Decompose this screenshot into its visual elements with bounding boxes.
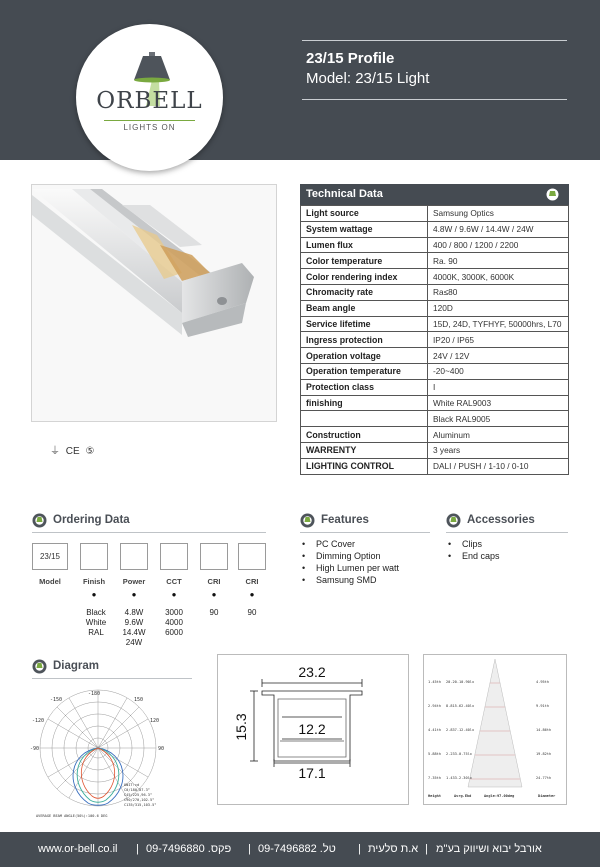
spec-row [301,253,569,269]
cross-section-box [217,654,409,805]
option: 90 [247,608,257,617]
footer-separator: | [358,843,361,855]
technical-data [300,184,569,475]
spec-value: DALI / PUSH / 1-10 / 0-10 [428,458,569,474]
finish-options [76,608,116,638]
polar-tick: 150 [134,697,144,703]
spec-row [301,458,569,474]
footer-separator: | [136,843,139,855]
product-image [31,184,277,422]
spec-value: 15D, 24D, TYFHYF, 50000hrs, L70 [428,316,569,332]
cri-box-2[interactable] [238,543,266,570]
footer-website[interactable]: www.or-bell.co.il [38,843,118,855]
header-band [0,0,600,160]
spec-row [301,427,569,443]
option: 3000 [165,608,183,617]
spec-value: Samsung Optics [428,206,569,222]
beam-row-e: 2.837.12.40lx [446,728,475,732]
spec-key: Protection class [301,379,428,395]
class-mark: ⑤ [85,446,95,457]
polar-legend: C45/225,96.3° [124,793,153,797]
accessories-rule [446,532,568,533]
bulb-icon [546,188,559,201]
diagram-rule [32,678,192,679]
spec-value: Ra≤80 [428,284,569,300]
beam-row-e: 8.815.62.40lx [446,704,475,708]
model-title: Model: 23/15 Light [306,70,430,87]
features-list [302,538,399,586]
spec-key: Construction [301,427,428,443]
polar-tick: 90 [158,746,165,752]
polar-tick: 120 [150,718,160,724]
beam-row-h: 4.41th [428,728,441,732]
polar-legend: C0/180,87.3° [124,788,150,792]
option: 14.4W [122,628,146,637]
profile-illustration [32,185,276,421]
spec-value: 24V / 12V [428,348,569,364]
spec-value: 3 years [428,442,569,458]
accessory-item: • Clips [448,538,500,550]
dim-height: 15.3 [233,713,249,741]
spec-row [301,269,569,285]
header-rule-top [302,40,567,41]
polar-tick: -180 [88,691,101,697]
spec-row [301,411,569,427]
spec-row [301,348,569,364]
footer-band [0,832,600,867]
spec-row [301,237,569,253]
spec-value: Ra. 90 [428,253,569,269]
spec-key: Service lifetime [301,316,428,332]
certification-marks [50,442,97,457]
spec-key: Lumen flux [301,237,428,253]
spec-value: 4000K, 3000K, 6000K [428,269,569,285]
spec-value: Aluminum [428,427,569,443]
polar-tick: -90 [30,746,40,752]
features-heading [300,510,369,530]
polar-footer: AVERAGE BEAM ANGLE(50%):100.6 DEG [36,814,108,818]
footer-fax: פקס. 09-7496880 [146,843,232,855]
spec-row [301,332,569,348]
technical-data-title: Technical Data [306,188,383,200]
option: 90 [209,608,219,617]
spec-row [301,316,569,332]
accessory-item: • End caps [448,550,500,562]
spec-value: -20~400 [428,363,569,379]
beam-row-d: 9.91th [536,704,549,708]
beam-row-h: 5.88th [428,752,441,756]
spec-key: Color rendering index [301,269,428,285]
bulb-icon [300,513,315,528]
technical-data-header [300,184,569,205]
spec-key: Beam angle [301,300,428,316]
spec-row [301,363,569,379]
beam-footer-label: Diameter [538,794,556,798]
option: 9.6W [124,618,144,627]
beam-row-d: 14.86th [536,728,552,732]
spec-row [301,284,569,300]
bulb-icon [32,513,47,528]
beam-footer-label: Height [428,794,441,798]
spec-key: Ingress protection [301,332,428,348]
beam-row-h: 1.45th [428,680,441,684]
ce-mark: CE [65,446,80,457]
bullet-cri-2: ● [249,590,255,599]
brand-tagline: LIGHTS ON [123,123,176,132]
ordering-heading [32,510,130,530]
beam-spread-diagram [424,655,566,804]
option: 24W [125,638,143,647]
beam-row-e: 2.233.0.75lx [446,752,472,756]
ordering-rule [32,532,266,533]
brand-logo [76,24,223,171]
finish-box[interactable] [80,543,108,570]
beam-row-e: 1.433.2.30lx [446,776,472,780]
beam-row-d: 4.95th [536,680,549,684]
features-rule [300,532,430,533]
feature-item: • Samsung SMD [302,574,399,586]
bullet-cct: ● [171,590,177,599]
brand-name: ORBELL [96,88,203,114]
beam-row-h: 7.35th [428,776,441,780]
diagram-title: Diagram [53,660,100,672]
label-cri: CRI [207,577,221,586]
spec-value: White RAL9003 [428,395,569,411]
spec-key: LIGHTING CONTROL [301,458,428,474]
bullet-finish: ● [91,590,97,599]
spec-row [301,221,569,237]
spec-key: Operation voltage [301,348,428,364]
features-title: Features [321,514,369,526]
accessories-heading [446,510,535,530]
logo-divider [104,120,195,121]
cct-box[interactable] [160,543,188,570]
feature-item: • PC Cover [302,538,399,550]
spec-value: I [428,379,569,395]
feature-item: • High Lumen per watt [302,562,399,574]
power-options [114,608,154,648]
spec-value: IP20 / IP65 [428,332,569,348]
label-cct: CCT [166,577,182,586]
option: White [85,618,107,627]
spec-key: Color temperature [301,253,428,269]
spec-key: System wattage [301,221,428,237]
spec-row [301,442,569,458]
feature-item: • Dimming Option [302,550,399,562]
dim-bottom: 17.1 [298,765,326,781]
beam-row-h: 2.94th [428,704,441,708]
spec-row [301,379,569,395]
ordering-title: Ordering Data [53,514,130,526]
footer-area: א.ת סלעית [368,843,419,855]
spec-key: Operation temperature [301,363,428,379]
polar-legend: C135/315,103.5° [124,803,157,807]
cri-box[interactable] [200,543,228,570]
profile-cross-section [218,655,408,804]
bullet-power: ● [131,590,137,599]
spec-key: Chromacity rate [301,284,428,300]
spec-key: finishing [301,395,428,411]
accessories-list [448,538,500,562]
label-cri-2: CRI [245,577,259,586]
beam-footer-label: Avrg.Ekd [454,794,472,798]
bullet-cri: ● [211,590,217,599]
spec-key: Light source [301,206,428,222]
polar-legend: UNIT:cd [124,783,140,787]
spec-value: Black RAL9005 [428,411,569,427]
spec-row [301,395,569,411]
option: 4000 [165,618,183,627]
spec-key: WARRENTY [301,442,428,458]
spec-key [301,411,428,427]
option: Black [86,608,106,617]
technical-data-table [300,205,569,475]
model-box: 23/15 [32,543,68,570]
spec-value: 120D [428,300,569,316]
footer-company: אורבל יבוא ושיווק בע"מ [436,843,542,855]
polar-legend: C90/270,102.5° [124,798,155,802]
beam-row-d: 24.77th [536,776,552,780]
option: 6000 [165,628,183,637]
spec-value: 4.8W / 9.6W / 14.4W / 24W [428,221,569,237]
diagram-heading [32,656,99,676]
accessories-title: Accessories [467,514,535,526]
cct-options [154,608,194,638]
dim-width: 23.2 [298,664,326,680]
polar-tick: -120 [32,718,45,724]
bulb-icon [446,513,461,528]
power-box[interactable] [120,543,148,570]
label-model: Model [39,577,61,586]
beam-spread-box [423,654,567,805]
polar-diagram [30,686,180,820]
option: RAL [88,628,104,637]
beam-footer-label: Angle:97.00deg [484,794,515,798]
earth-icon: ⏚ [50,446,60,457]
footer-phone: טל. 09-7496882 [258,843,336,855]
page-title: 23/15 Profile [306,50,395,67]
beam-row-e: 20.20.10.90lx [446,680,475,684]
footer-separator: | [425,843,428,855]
spec-row [301,300,569,316]
label-power: Power [122,577,146,586]
option: 4.8W [124,608,144,617]
dim-inner: 12.2 [298,721,326,737]
polar-tick: -150 [50,697,63,703]
footer-separator: | [248,843,251,855]
cri-options [194,608,234,618]
header-rule-bottom [302,99,567,100]
cri-options-2 [232,608,272,618]
beam-row-d: 19.82th [536,752,552,756]
label-finish: Finish [82,577,106,586]
spec-value: 400 / 800 / 1200 / 2200 [428,237,569,253]
spec-row [301,206,569,222]
bulb-icon [32,659,47,674]
